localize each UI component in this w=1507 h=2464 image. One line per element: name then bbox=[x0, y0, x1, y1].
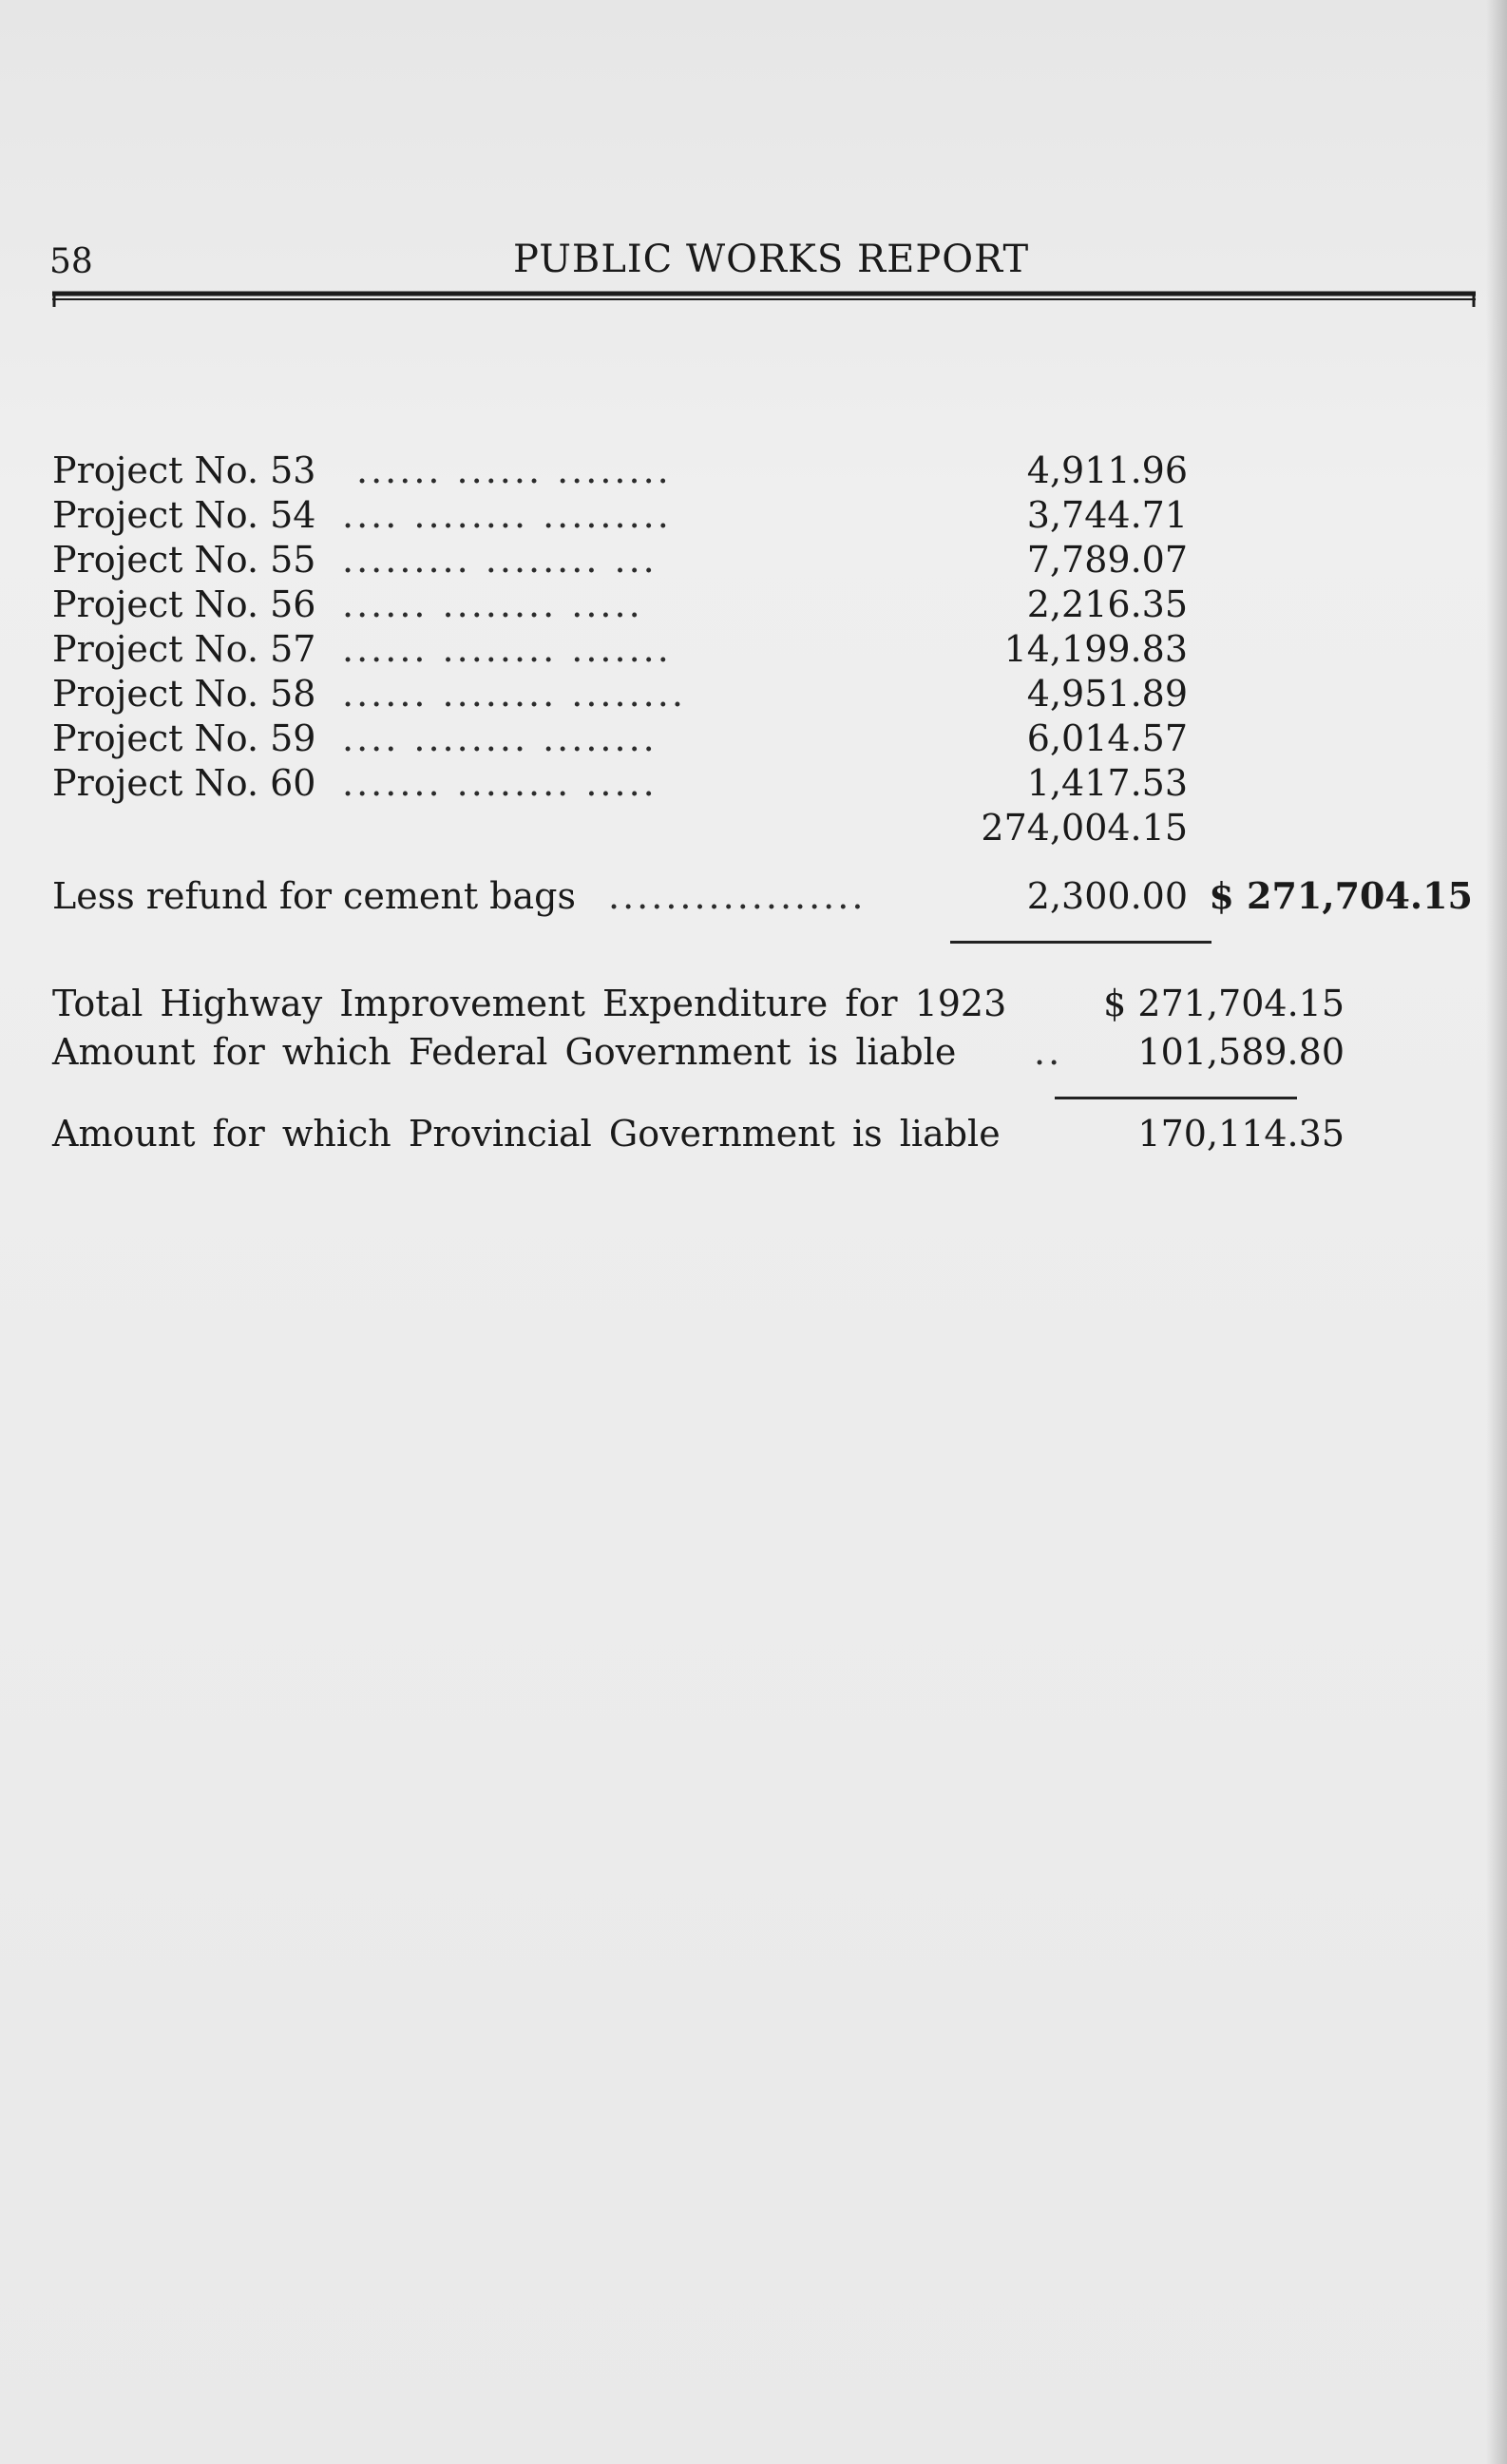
federal-liability-label: Amount for which Federal Government is liable bbox=[52, 1031, 957, 1073]
project-amount: 4,911.96 bbox=[1026, 449, 1188, 491]
total-expenditure-amount: $ 271,704.15 bbox=[1103, 983, 1345, 1024]
net-total-rule bbox=[950, 941, 1211, 944]
page-edge-shadow bbox=[1486, 0, 1507, 2464]
dot-leader: ....... ........ ..... bbox=[342, 762, 658, 804]
project-amount: 6,014.57 bbox=[1026, 717, 1188, 759]
project-amount: 14,199.83 bbox=[1003, 628, 1188, 670]
project-amount: 7,789.07 bbox=[1026, 539, 1188, 581]
refund-label: Less refund for cement bags bbox=[52, 875, 576, 917]
dot-leader: ...... ...... ........ bbox=[356, 449, 672, 491]
project-amount: 3,744.71 bbox=[1026, 494, 1188, 536]
header-rule bbox=[52, 290, 1476, 307]
project-label: Project No. 58 bbox=[52, 673, 316, 715]
dot-leader: .... ........ ......... bbox=[342, 494, 672, 536]
project-label: Project No. 60 bbox=[52, 762, 316, 804]
dot-leader: ...... ........ ..... bbox=[342, 583, 643, 625]
federal-liability-amount: 101,589.80 bbox=[1137, 1031, 1345, 1073]
page-number: 58 bbox=[49, 242, 93, 281]
project-label: Project No. 56 bbox=[52, 583, 316, 625]
project-label: Project No. 55 bbox=[52, 539, 316, 581]
total-expenditure-label: Total Highway Improvement Expenditure for 1923 bbox=[52, 983, 1007, 1024]
project-label: Project No. 53 bbox=[52, 449, 316, 491]
running-head: PUBLIC WORKS REPORT bbox=[513, 238, 1030, 281]
provincial-liability-label: Amount for which Provincial Government is liable bbox=[52, 1113, 1001, 1155]
dot-leader: ......... ........ ... bbox=[342, 539, 658, 581]
subtotal-amount: 274,004.15 bbox=[981, 807, 1188, 849]
dot-leader: .... ........ ........ bbox=[342, 717, 658, 759]
project-label: Project No. 54 bbox=[52, 494, 316, 536]
provincial-liability-amount: 170,114.35 bbox=[1137, 1113, 1345, 1155]
refund-amount: 2,300.00 bbox=[1026, 875, 1188, 917]
project-label: Project No. 59 bbox=[52, 717, 316, 759]
project-amount: 4,951.89 bbox=[1026, 673, 1188, 715]
dot-leader: .. bbox=[1034, 1031, 1063, 1073]
summary-rule bbox=[1055, 1097, 1297, 1099]
project-amount: 2,216.35 bbox=[1026, 583, 1188, 625]
project-amount: 1,417.53 bbox=[1026, 762, 1188, 804]
dot-leader: ...... ........ ....... bbox=[342, 628, 672, 670]
dot-leader: ...... ........ ........ bbox=[342, 673, 686, 715]
net-total-amount: $ 271,704.15 bbox=[1209, 874, 1473, 917]
dot-leader: .................. bbox=[608, 875, 867, 917]
project-label: Project No. 57 bbox=[52, 628, 316, 670]
